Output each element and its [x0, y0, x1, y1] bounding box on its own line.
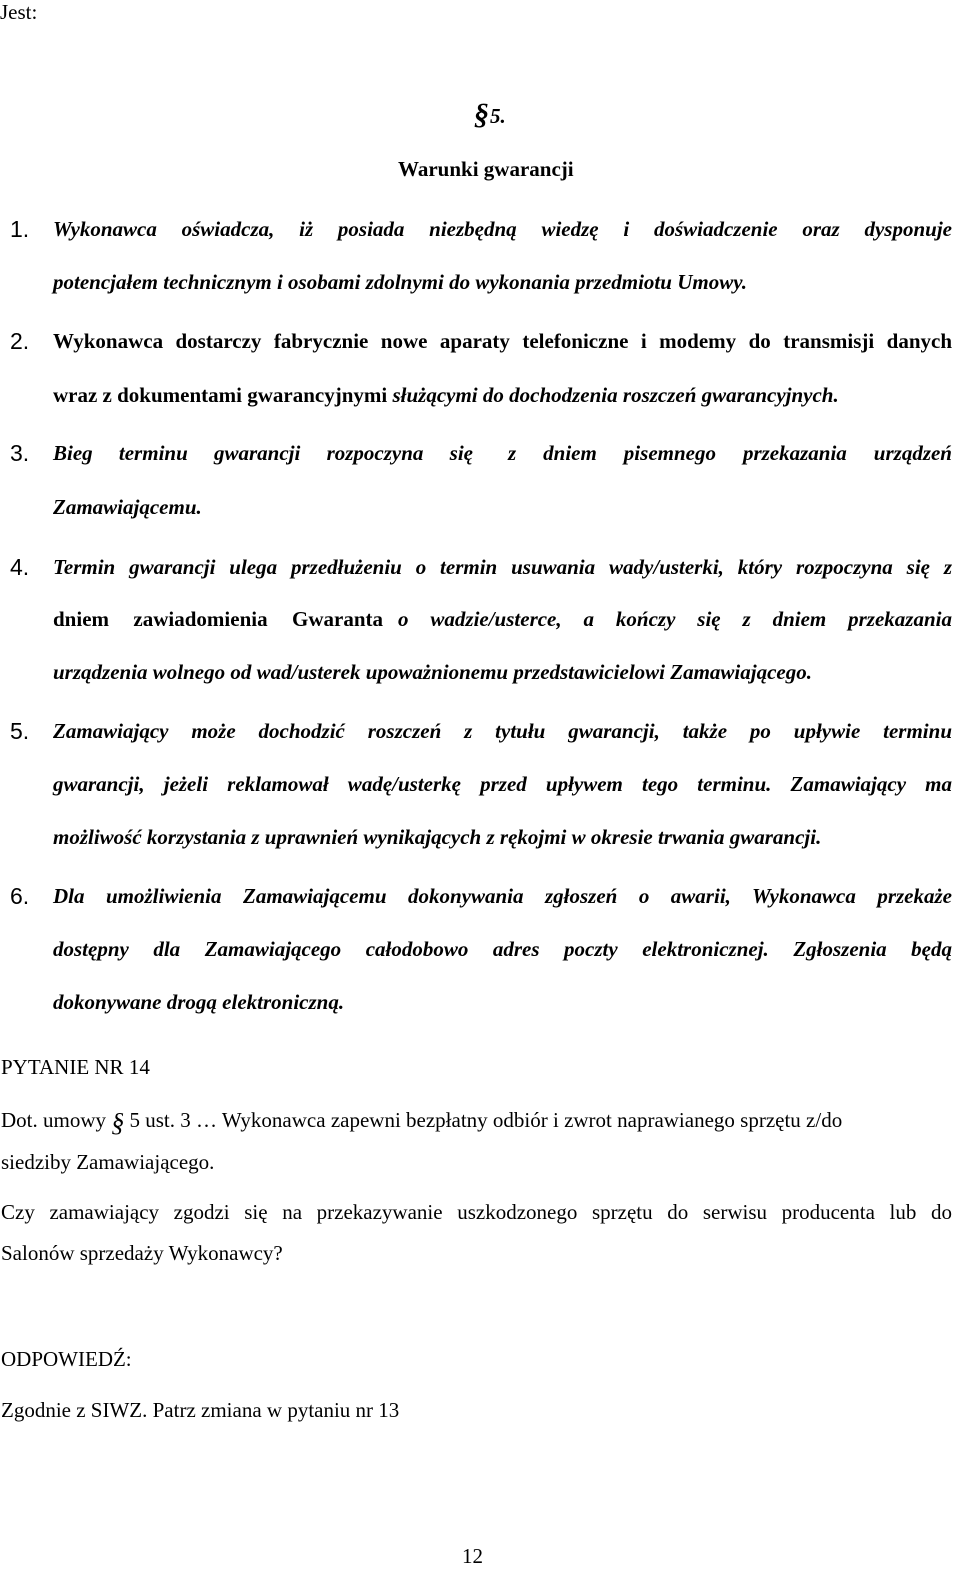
item-number: 1. — [10, 216, 30, 242]
item-text-line: potencjałem technicznym i osobami zdolnymi do wykonania przedmiotu Umowy. — [53, 270, 747, 294]
question-heading: PYTANIE NR 14 — [1, 1055, 150, 1079]
item-text-line: Wykonawca oświadcza, iż posiada niezbędną wiedzę i doświadczenie oraz dysponuje — [53, 217, 952, 241]
section-title: Warunki gwarancji — [398, 157, 574, 181]
item-text-line — [53, 382, 952, 408]
question-ref-text: Dot. umowy — [1, 1108, 106, 1132]
item-text-line: Zamawiającemu. — [53, 495, 202, 519]
intro-text: Jest: — [0, 0, 38, 24]
item-text-line — [508, 440, 952, 466]
page-number: 12 — [462, 1544, 483, 1568]
item-text-segment: dniem zawiadomienia Gwaranta — [53, 607, 383, 631]
item-text-segment: z dniem pisemnego przekazania urządzeń — [508, 441, 952, 465]
item-number: 5. — [10, 718, 30, 744]
item-text-line — [53, 440, 473, 466]
item-text-segment: służącymi do dochodzenia roszczeń gwarancyjnych. — [392, 383, 839, 407]
item-text-line: Zamawiający może dochodzić roszczeń z tytułu gwarancji, także po upływie terminu — [53, 719, 952, 743]
item-number: 4. — [10, 554, 30, 580]
item-text-segment: Bieg terminu gwarancji rozpoczyna się — [53, 441, 473, 465]
item-number: 2. — [10, 328, 30, 354]
item-text-line — [53, 606, 383, 632]
question-ref-text: 5 ust. 3 … Wykonawca zapewni bezpłatny odbiór i zwrot naprawianego sprzętu z/do — [129, 1108, 843, 1132]
item-text-line: Termin gwarancji ulega przedłużeniu o termin usuwania wady/usterki, który rozpoczyna się z — [53, 555, 952, 579]
item-number: 6. — [10, 883, 30, 909]
item-text-segment: o wadzie/usterce, a kończy się z dniem przekazania — [398, 607, 952, 631]
section-symbol: § — [474, 98, 489, 131]
question-text-line: Salonów sprzedaży Wykonawcy? — [1, 1241, 283, 1265]
question-text-line: Czy zamawiający zgodzi się na przekazywanie uszkodzonego sprzętu do serwisu producenta lub do — [1, 1200, 952, 1224]
item-text-line: urządzenia wolnego od wad/usterek upoważnionemu przedstawicielowi Zamawiającego. — [53, 660, 812, 684]
item-text-line — [398, 606, 952, 632]
answer-text: Zgodnie z SIWZ. Patrz zmiana w pytaniu nr 13 — [1, 1398, 400, 1422]
paragraph-symbol: § — [111, 1108, 125, 1137]
question-reference-cont: siedziby Zamawiającego. — [1, 1150, 215, 1174]
item-text-line: gwarancji, jeżeli reklamował wadę/usterkę przed upływem tego terminu. Zamawiający ma — [53, 772, 952, 796]
item-text-line: Dla umożliwienia Zamawiającemu dokonywania zgłoszeń o awarii, Wykonawca przekaże — [53, 884, 952, 908]
item-number: 3. — [10, 440, 30, 466]
item-text-line: dostępny dla Zamawiającego całodobowo adres poczty elektronicznej. Zgłoszenia będą — [53, 937, 952, 961]
item-text-line: dokonywane drogą elektroniczną. — [53, 990, 345, 1014]
item-text-segment: wraz z dokumentami gwarancyjnymi — [53, 383, 388, 407]
item-text-line: możliwość korzystania z uprawnień wynikających z rękojmi w okresie trwania gwarancji. — [53, 825, 822, 849]
item-text-line: Wykonawca dostarczy fabrycznie nowe aparaty telefoniczne i modemy do transmisji danych — [53, 329, 952, 353]
question-reference — [1, 1107, 842, 1136]
answer-heading: ODPOWIEDŹ: — [1, 1347, 132, 1371]
section-number: 5. — [490, 104, 506, 128]
